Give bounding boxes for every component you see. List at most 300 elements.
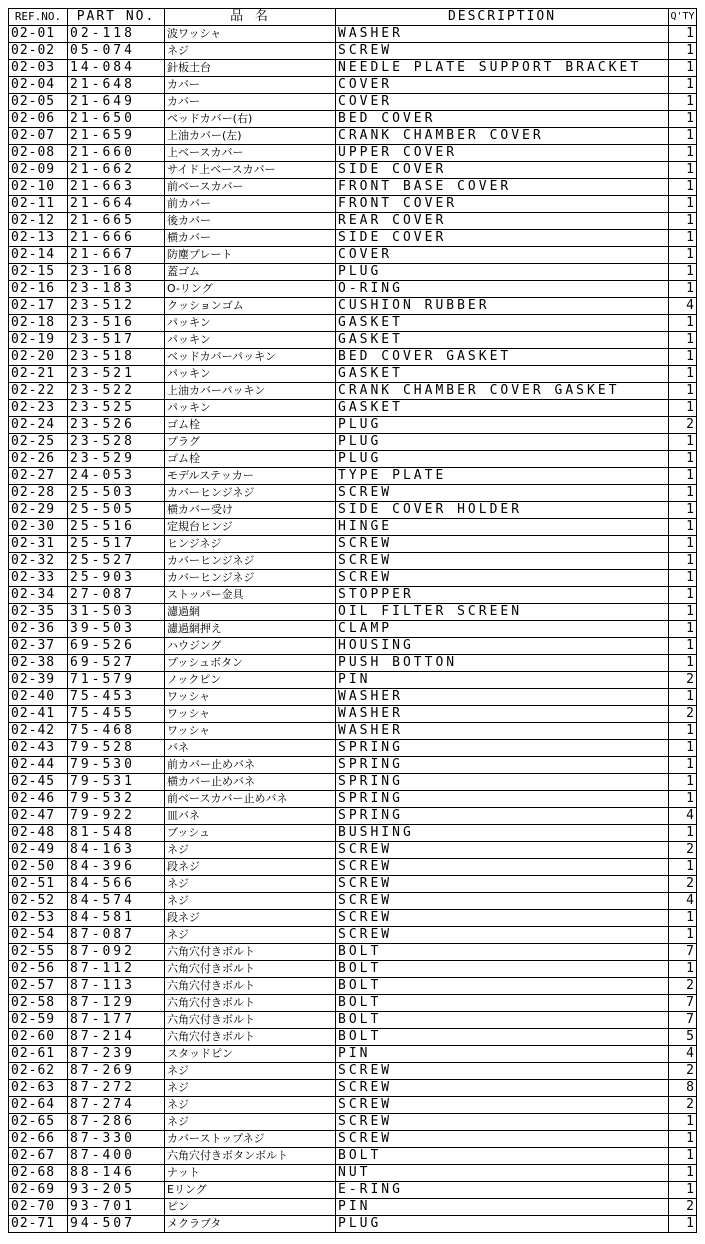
table-row bbox=[9, 553, 697, 570]
part-no-cell: 69-526 bbox=[68, 638, 165, 655]
part-no-cell: 88-146 bbox=[68, 1165, 165, 1182]
description-cell: BOLT bbox=[336, 995, 669, 1012]
description-cell: BOLT bbox=[336, 961, 669, 978]
table-row bbox=[9, 740, 697, 757]
item-name-cell: ネジ bbox=[165, 893, 336, 910]
item-name-cell: 定規台ヒンジ bbox=[165, 519, 336, 536]
description-cell: E-RING bbox=[336, 1182, 669, 1199]
table-row bbox=[9, 638, 697, 655]
ref-no-cell: 02-65 bbox=[9, 1114, 68, 1131]
description-cell: GASKET bbox=[336, 400, 669, 417]
quantity-cell: 1 bbox=[669, 179, 697, 196]
quantity-cell: 1 bbox=[669, 383, 697, 400]
ref-no-cell: 02-13 bbox=[9, 230, 68, 247]
quantity-cell: 1 bbox=[669, 468, 697, 485]
part-no-cell: 39-503 bbox=[68, 621, 165, 638]
description-cell: SIDE COVER bbox=[336, 162, 669, 179]
part-no-cell: 25-527 bbox=[68, 553, 165, 570]
quantity-cell: 2 bbox=[669, 842, 697, 859]
quantity-cell: 1 bbox=[669, 1114, 697, 1131]
ref-no-cell: 02-09 bbox=[9, 162, 68, 179]
table-row bbox=[9, 910, 697, 927]
table-row bbox=[9, 247, 697, 264]
item-name-cell: 上油カバー(左) bbox=[165, 128, 336, 145]
ref-no-cell: 02-43 bbox=[9, 740, 68, 757]
part-no-cell: 87-177 bbox=[68, 1012, 165, 1029]
quantity-cell: 5 bbox=[669, 1029, 697, 1046]
part-no-cell: 79-528 bbox=[68, 740, 165, 757]
description-cell: NEEDLE PLATE SUPPORT BRACKET bbox=[336, 60, 669, 77]
table-row bbox=[9, 264, 697, 281]
item-name-cell: 六角穴付きボルト bbox=[165, 961, 336, 978]
table-row bbox=[9, 145, 697, 162]
ref-no-cell: 02-52 bbox=[9, 893, 68, 910]
quantity-cell: 1 bbox=[669, 400, 697, 417]
table-row bbox=[9, 808, 697, 825]
description-cell: GASKET bbox=[336, 315, 669, 332]
table-row bbox=[9, 825, 697, 842]
table-row bbox=[9, 961, 697, 978]
part-no-cell: 79-531 bbox=[68, 774, 165, 791]
quantity-cell: 1 bbox=[669, 1165, 697, 1182]
table-row bbox=[9, 94, 697, 111]
description-cell: SCREW bbox=[336, 1063, 669, 1080]
table-row bbox=[9, 655, 697, 672]
item-name-cell: 六角穴付きボルト bbox=[165, 1012, 336, 1029]
quantity-cell: 2 bbox=[669, 672, 697, 689]
ref-no-cell: 02-46 bbox=[9, 791, 68, 808]
table-row bbox=[9, 689, 697, 706]
description-cell: SCREW bbox=[336, 893, 669, 910]
description-cell: WASHER bbox=[336, 26, 669, 43]
item-name-cell: ベッドカバーパッキン bbox=[165, 349, 336, 366]
quantity-cell: 1 bbox=[669, 774, 697, 791]
quantity-cell: 1 bbox=[669, 961, 697, 978]
header-part-no: PART NO. bbox=[68, 9, 165, 26]
quantity-cell: 1 bbox=[669, 315, 697, 332]
ref-no-cell: 02-64 bbox=[9, 1097, 68, 1114]
table-row bbox=[9, 519, 697, 536]
description-cell: CLAMP bbox=[336, 621, 669, 638]
table-row bbox=[9, 672, 697, 689]
description-cell: BED COVER bbox=[336, 111, 669, 128]
ref-no-cell: 02-32 bbox=[9, 553, 68, 570]
item-name-cell: ブッシュ bbox=[165, 825, 336, 842]
part-no-cell: 14-084 bbox=[68, 60, 165, 77]
item-name-cell: ゴム栓 bbox=[165, 417, 336, 434]
item-name-cell: ワッシャ bbox=[165, 723, 336, 740]
part-no-cell: 31-503 bbox=[68, 604, 165, 621]
item-name-cell: 前カバー bbox=[165, 196, 336, 213]
part-no-cell: 23-525 bbox=[68, 400, 165, 417]
part-no-cell: 23-516 bbox=[68, 315, 165, 332]
item-name-cell: 濾過網押え bbox=[165, 621, 336, 638]
ref-no-cell: 02-24 bbox=[9, 417, 68, 434]
item-name-cell: カバーストップネジ bbox=[165, 1131, 336, 1148]
quantity-cell: 1 bbox=[669, 1216, 697, 1233]
table-row bbox=[9, 1012, 697, 1029]
description-cell: BOLT bbox=[336, 944, 669, 961]
description-cell: SCREW bbox=[336, 927, 669, 944]
item-name-cell: パッキン bbox=[165, 332, 336, 349]
part-no-cell: 93-701 bbox=[68, 1199, 165, 1216]
description-cell: BUSHING bbox=[336, 825, 669, 842]
ref-no-cell: 02-56 bbox=[9, 961, 68, 978]
description-cell: FRONT BASE COVER bbox=[336, 179, 669, 196]
header-ref-no: REF.NO. bbox=[9, 9, 68, 26]
table-row bbox=[9, 995, 697, 1012]
table-row bbox=[9, 944, 697, 961]
quantity-cell: 4 bbox=[669, 298, 697, 315]
ref-no-cell: 02-23 bbox=[9, 400, 68, 417]
quantity-cell: 1 bbox=[669, 927, 697, 944]
quantity-cell: 1 bbox=[669, 162, 697, 179]
table-row bbox=[9, 1165, 697, 1182]
ref-no-cell: 02-14 bbox=[9, 247, 68, 264]
table-row bbox=[9, 26, 697, 43]
ref-no-cell: 02-71 bbox=[9, 1216, 68, 1233]
quantity-cell: 1 bbox=[669, 60, 697, 77]
part-no-cell: 79-532 bbox=[68, 791, 165, 808]
item-name-cell: 横カバー止めバネ bbox=[165, 774, 336, 791]
description-cell: STOPPER bbox=[336, 587, 669, 604]
part-no-cell: 21-662 bbox=[68, 162, 165, 179]
parts-list-sheet bbox=[8, 8, 696, 1233]
ref-no-cell: 02-42 bbox=[9, 723, 68, 740]
table-row bbox=[9, 43, 697, 60]
description-cell: SIDE COVER bbox=[336, 230, 669, 247]
quantity-cell: 1 bbox=[669, 43, 697, 60]
quantity-cell: 2 bbox=[669, 1097, 697, 1114]
description-cell: SCREW bbox=[336, 1114, 669, 1131]
quantity-cell: 7 bbox=[669, 944, 697, 961]
quantity-cell: 1 bbox=[669, 213, 697, 230]
quantity-cell: 1 bbox=[669, 723, 697, 740]
part-no-cell: 87-239 bbox=[68, 1046, 165, 1063]
table-row bbox=[9, 1182, 697, 1199]
ref-no-cell: 02-44 bbox=[9, 757, 68, 774]
table-row bbox=[9, 1097, 697, 1114]
quantity-cell: 1 bbox=[669, 434, 697, 451]
quantity-cell: 4 bbox=[669, 893, 697, 910]
part-no-cell: 21-667 bbox=[68, 247, 165, 264]
item-name-cell: 横カバー bbox=[165, 230, 336, 247]
description-cell: BOLT bbox=[336, 1029, 669, 1046]
item-name-cell: ハウジング bbox=[165, 638, 336, 655]
header-quantity: Q'TY bbox=[669, 9, 697, 26]
part-no-cell: 75-453 bbox=[68, 689, 165, 706]
description-cell: SPRING bbox=[336, 791, 669, 808]
item-name-cell: ネジ bbox=[165, 1097, 336, 1114]
quantity-cell: 1 bbox=[669, 570, 697, 587]
ref-no-cell: 02-30 bbox=[9, 519, 68, 536]
description-cell: BOLT bbox=[336, 1148, 669, 1165]
part-no-cell: 21-650 bbox=[68, 111, 165, 128]
quantity-cell: 1 bbox=[669, 281, 697, 298]
item-name-cell: サイド上ベースカバー bbox=[165, 162, 336, 179]
quantity-cell: 7 bbox=[669, 995, 697, 1012]
ref-no-cell: 02-01 bbox=[9, 26, 68, 43]
description-cell: PIN bbox=[336, 672, 669, 689]
item-name-cell: 上油カバーパッキン bbox=[165, 383, 336, 400]
description-cell: PIN bbox=[336, 1046, 669, 1063]
item-name-cell: モデルステッカー bbox=[165, 468, 336, 485]
part-no-cell: 23-522 bbox=[68, 383, 165, 400]
description-cell: PLUG bbox=[336, 451, 669, 468]
table-row bbox=[9, 60, 697, 77]
quantity-cell: 1 bbox=[669, 1182, 697, 1199]
parts-table-body bbox=[9, 26, 697, 1233]
description-cell: PLUG bbox=[336, 417, 669, 434]
part-no-cell: 23-518 bbox=[68, 349, 165, 366]
description-cell: NUT bbox=[336, 1165, 669, 1182]
table-row bbox=[9, 77, 697, 94]
part-no-cell: 21-660 bbox=[68, 145, 165, 162]
description-cell: SPRING bbox=[336, 808, 669, 825]
item-name-cell: ベッドカバー(右) bbox=[165, 111, 336, 128]
part-no-cell: 87-272 bbox=[68, 1080, 165, 1097]
part-no-cell: 23-521 bbox=[68, 366, 165, 383]
quantity-cell: 1 bbox=[669, 910, 697, 927]
item-name-cell: ワッシャ bbox=[165, 689, 336, 706]
ref-no-cell: 02-03 bbox=[9, 60, 68, 77]
quantity-cell: 1 bbox=[669, 451, 697, 468]
item-name-cell: ピン bbox=[165, 1199, 336, 1216]
part-no-cell: 79-530 bbox=[68, 757, 165, 774]
table-row bbox=[9, 1029, 697, 1046]
part-no-cell: 05-074 bbox=[68, 43, 165, 60]
item-name-cell: ネジ bbox=[165, 1080, 336, 1097]
ref-no-cell: 02-63 bbox=[9, 1080, 68, 1097]
part-no-cell: 84-566 bbox=[68, 876, 165, 893]
part-no-cell: 69-527 bbox=[68, 655, 165, 672]
ref-no-cell: 02-70 bbox=[9, 1199, 68, 1216]
table-row bbox=[9, 298, 697, 315]
part-no-cell: 87-129 bbox=[68, 995, 165, 1012]
item-name-cell: ナット bbox=[165, 1165, 336, 1182]
table-row bbox=[9, 366, 697, 383]
part-no-cell: 21-664 bbox=[68, 196, 165, 213]
quantity-cell: 1 bbox=[669, 77, 697, 94]
item-name-cell: ネジ bbox=[165, 876, 336, 893]
table-row bbox=[9, 927, 697, 944]
item-name-cell: 前ベースカバー bbox=[165, 179, 336, 196]
part-no-cell: 93-205 bbox=[68, 1182, 165, 1199]
quantity-cell: 1 bbox=[669, 502, 697, 519]
part-no-cell: 02-118 bbox=[68, 26, 165, 43]
ref-no-cell: 02-15 bbox=[9, 264, 68, 281]
quantity-cell: 4 bbox=[669, 808, 697, 825]
item-name-cell: ストッパー金具 bbox=[165, 587, 336, 604]
item-name-cell: ワッシャ bbox=[165, 706, 336, 723]
table-row bbox=[9, 536, 697, 553]
item-name-cell: プラグ bbox=[165, 434, 336, 451]
description-cell: SCREW bbox=[336, 910, 669, 927]
part-no-cell: 79-922 bbox=[68, 808, 165, 825]
ref-no-cell: 02-54 bbox=[9, 927, 68, 944]
table-row bbox=[9, 587, 697, 604]
description-cell: SPRING bbox=[336, 757, 669, 774]
header-description: DESCRIPTION bbox=[336, 9, 669, 26]
table-row bbox=[9, 468, 697, 485]
description-cell: FRONT COVER bbox=[336, 196, 669, 213]
ref-no-cell: 02-21 bbox=[9, 366, 68, 383]
table-row bbox=[9, 893, 697, 910]
table-row bbox=[9, 859, 697, 876]
part-no-cell: 87-113 bbox=[68, 978, 165, 995]
item-name-cell: 六角穴付きボルト bbox=[165, 944, 336, 961]
quantity-cell: 1 bbox=[669, 604, 697, 621]
ref-no-cell: 02-18 bbox=[9, 315, 68, 332]
ref-no-cell: 02-26 bbox=[9, 451, 68, 468]
ref-no-cell: 02-20 bbox=[9, 349, 68, 366]
item-name-cell: 後カバー bbox=[165, 213, 336, 230]
ref-no-cell: 02-67 bbox=[9, 1148, 68, 1165]
quantity-cell: 1 bbox=[669, 366, 697, 383]
quantity-cell: 1 bbox=[669, 264, 697, 281]
item-name-cell: 段ネジ bbox=[165, 910, 336, 927]
ref-no-cell: 02-53 bbox=[9, 910, 68, 927]
ref-no-cell: 02-41 bbox=[9, 706, 68, 723]
description-cell: PLUG bbox=[336, 264, 669, 281]
part-no-cell: 23-512 bbox=[68, 298, 165, 315]
item-name-cell: 濾過網 bbox=[165, 604, 336, 621]
part-no-cell: 87-112 bbox=[68, 961, 165, 978]
ref-no-cell: 02-51 bbox=[9, 876, 68, 893]
table-row bbox=[9, 349, 697, 366]
quantity-cell: 4 bbox=[669, 1046, 697, 1063]
quantity-cell: 2 bbox=[669, 417, 697, 434]
part-no-cell: 23-528 bbox=[68, 434, 165, 451]
description-cell: HINGE bbox=[336, 519, 669, 536]
part-no-cell: 87-214 bbox=[68, 1029, 165, 1046]
ref-no-cell: 02-02 bbox=[9, 43, 68, 60]
ref-no-cell: 02-60 bbox=[9, 1029, 68, 1046]
part-no-cell: 94-507 bbox=[68, 1216, 165, 1233]
table-row bbox=[9, 774, 697, 791]
quantity-cell: 1 bbox=[669, 128, 697, 145]
parts-table bbox=[8, 8, 697, 1233]
quantity-cell: 1 bbox=[669, 621, 697, 638]
ref-no-cell: 02-34 bbox=[9, 587, 68, 604]
description-cell: SCREW bbox=[336, 1080, 669, 1097]
ref-no-cell: 02-33 bbox=[9, 570, 68, 587]
part-no-cell: 23-183 bbox=[68, 281, 165, 298]
quantity-cell: 1 bbox=[669, 1148, 697, 1165]
table-row bbox=[9, 842, 697, 859]
description-cell: CUSHION RUBBER bbox=[336, 298, 669, 315]
table-row bbox=[9, 757, 697, 774]
description-cell: SCREW bbox=[336, 570, 669, 587]
ref-no-cell: 02-61 bbox=[9, 1046, 68, 1063]
part-no-cell: 21-648 bbox=[68, 77, 165, 94]
item-name-cell: パッキン bbox=[165, 366, 336, 383]
description-cell: BOLT bbox=[336, 1012, 669, 1029]
quantity-cell: 1 bbox=[669, 1131, 697, 1148]
quantity-cell: 1 bbox=[669, 757, 697, 774]
part-no-cell: 87-330 bbox=[68, 1131, 165, 1148]
quantity-cell: 2 bbox=[669, 876, 697, 893]
ref-no-cell: 02-48 bbox=[9, 825, 68, 842]
description-cell: COVER bbox=[336, 247, 669, 264]
description-cell: SCREW bbox=[336, 859, 669, 876]
item-name-cell: カバーヒンジネジ bbox=[165, 570, 336, 587]
description-cell: TYPE PLATE bbox=[336, 468, 669, 485]
item-name-cell: バネ bbox=[165, 740, 336, 757]
quantity-cell: 1 bbox=[669, 587, 697, 604]
table-row bbox=[9, 1046, 697, 1063]
item-name-cell: 段ネジ bbox=[165, 859, 336, 876]
part-no-cell: 75-468 bbox=[68, 723, 165, 740]
part-no-cell: 21-666 bbox=[68, 230, 165, 247]
description-cell: SCREW bbox=[336, 876, 669, 893]
part-no-cell: 23-168 bbox=[68, 264, 165, 281]
item-name-cell: カバー bbox=[165, 94, 336, 111]
item-name-cell: ネジ bbox=[165, 1063, 336, 1080]
part-no-cell: 87-286 bbox=[68, 1114, 165, 1131]
description-cell: REAR COVER bbox=[336, 213, 669, 230]
quantity-cell: 1 bbox=[669, 349, 697, 366]
quantity-cell: 2 bbox=[669, 1199, 697, 1216]
part-no-cell: 23-526 bbox=[68, 417, 165, 434]
quantity-cell: 1 bbox=[669, 485, 697, 502]
item-name-cell: ネジ bbox=[165, 1114, 336, 1131]
item-name-cell: クッションゴム bbox=[165, 298, 336, 315]
part-no-cell: 21-665 bbox=[68, 213, 165, 230]
table-row bbox=[9, 281, 697, 298]
quantity-cell: 1 bbox=[669, 145, 697, 162]
description-cell: SCREW bbox=[336, 1131, 669, 1148]
quantity-cell: 1 bbox=[669, 519, 697, 536]
table-row bbox=[9, 485, 697, 502]
table-row bbox=[9, 621, 697, 638]
item-name-cell: Eリング bbox=[165, 1182, 336, 1199]
table-row bbox=[9, 706, 697, 723]
quantity-cell: 1 bbox=[669, 825, 697, 842]
ref-no-cell: 02-68 bbox=[9, 1165, 68, 1182]
item-name-cell: 前カバー止めバネ bbox=[165, 757, 336, 774]
item-name-cell: 六角穴付きボルト bbox=[165, 1029, 336, 1046]
description-cell: SPRING bbox=[336, 740, 669, 757]
quantity-cell: 1 bbox=[669, 638, 697, 655]
description-cell: HOUSING bbox=[336, 638, 669, 655]
ref-no-cell: 02-35 bbox=[9, 604, 68, 621]
ref-no-cell: 02-28 bbox=[9, 485, 68, 502]
table-row bbox=[9, 417, 697, 434]
table-row bbox=[9, 196, 697, 213]
table-header-row bbox=[9, 9, 697, 26]
ref-no-cell: 02-29 bbox=[9, 502, 68, 519]
table-row bbox=[9, 315, 697, 332]
quantity-cell: 1 bbox=[669, 859, 697, 876]
quantity-cell: 1 bbox=[669, 332, 697, 349]
part-no-cell: 75-455 bbox=[68, 706, 165, 723]
description-cell: GASKET bbox=[336, 332, 669, 349]
item-name-cell: ネジ bbox=[165, 927, 336, 944]
description-cell: COVER bbox=[336, 77, 669, 94]
table-row bbox=[9, 332, 697, 349]
quantity-cell: 1 bbox=[669, 791, 697, 808]
quantity-cell: 1 bbox=[669, 655, 697, 672]
ref-no-cell: 02-10 bbox=[9, 179, 68, 196]
table-row bbox=[9, 179, 697, 196]
quantity-cell: 1 bbox=[669, 553, 697, 570]
description-cell: GASKET bbox=[336, 366, 669, 383]
part-no-cell: 23-517 bbox=[68, 332, 165, 349]
ref-no-cell: 02-62 bbox=[9, 1063, 68, 1080]
part-no-cell: 23-529 bbox=[68, 451, 165, 468]
item-name-cell: 皿バネ bbox=[165, 808, 336, 825]
